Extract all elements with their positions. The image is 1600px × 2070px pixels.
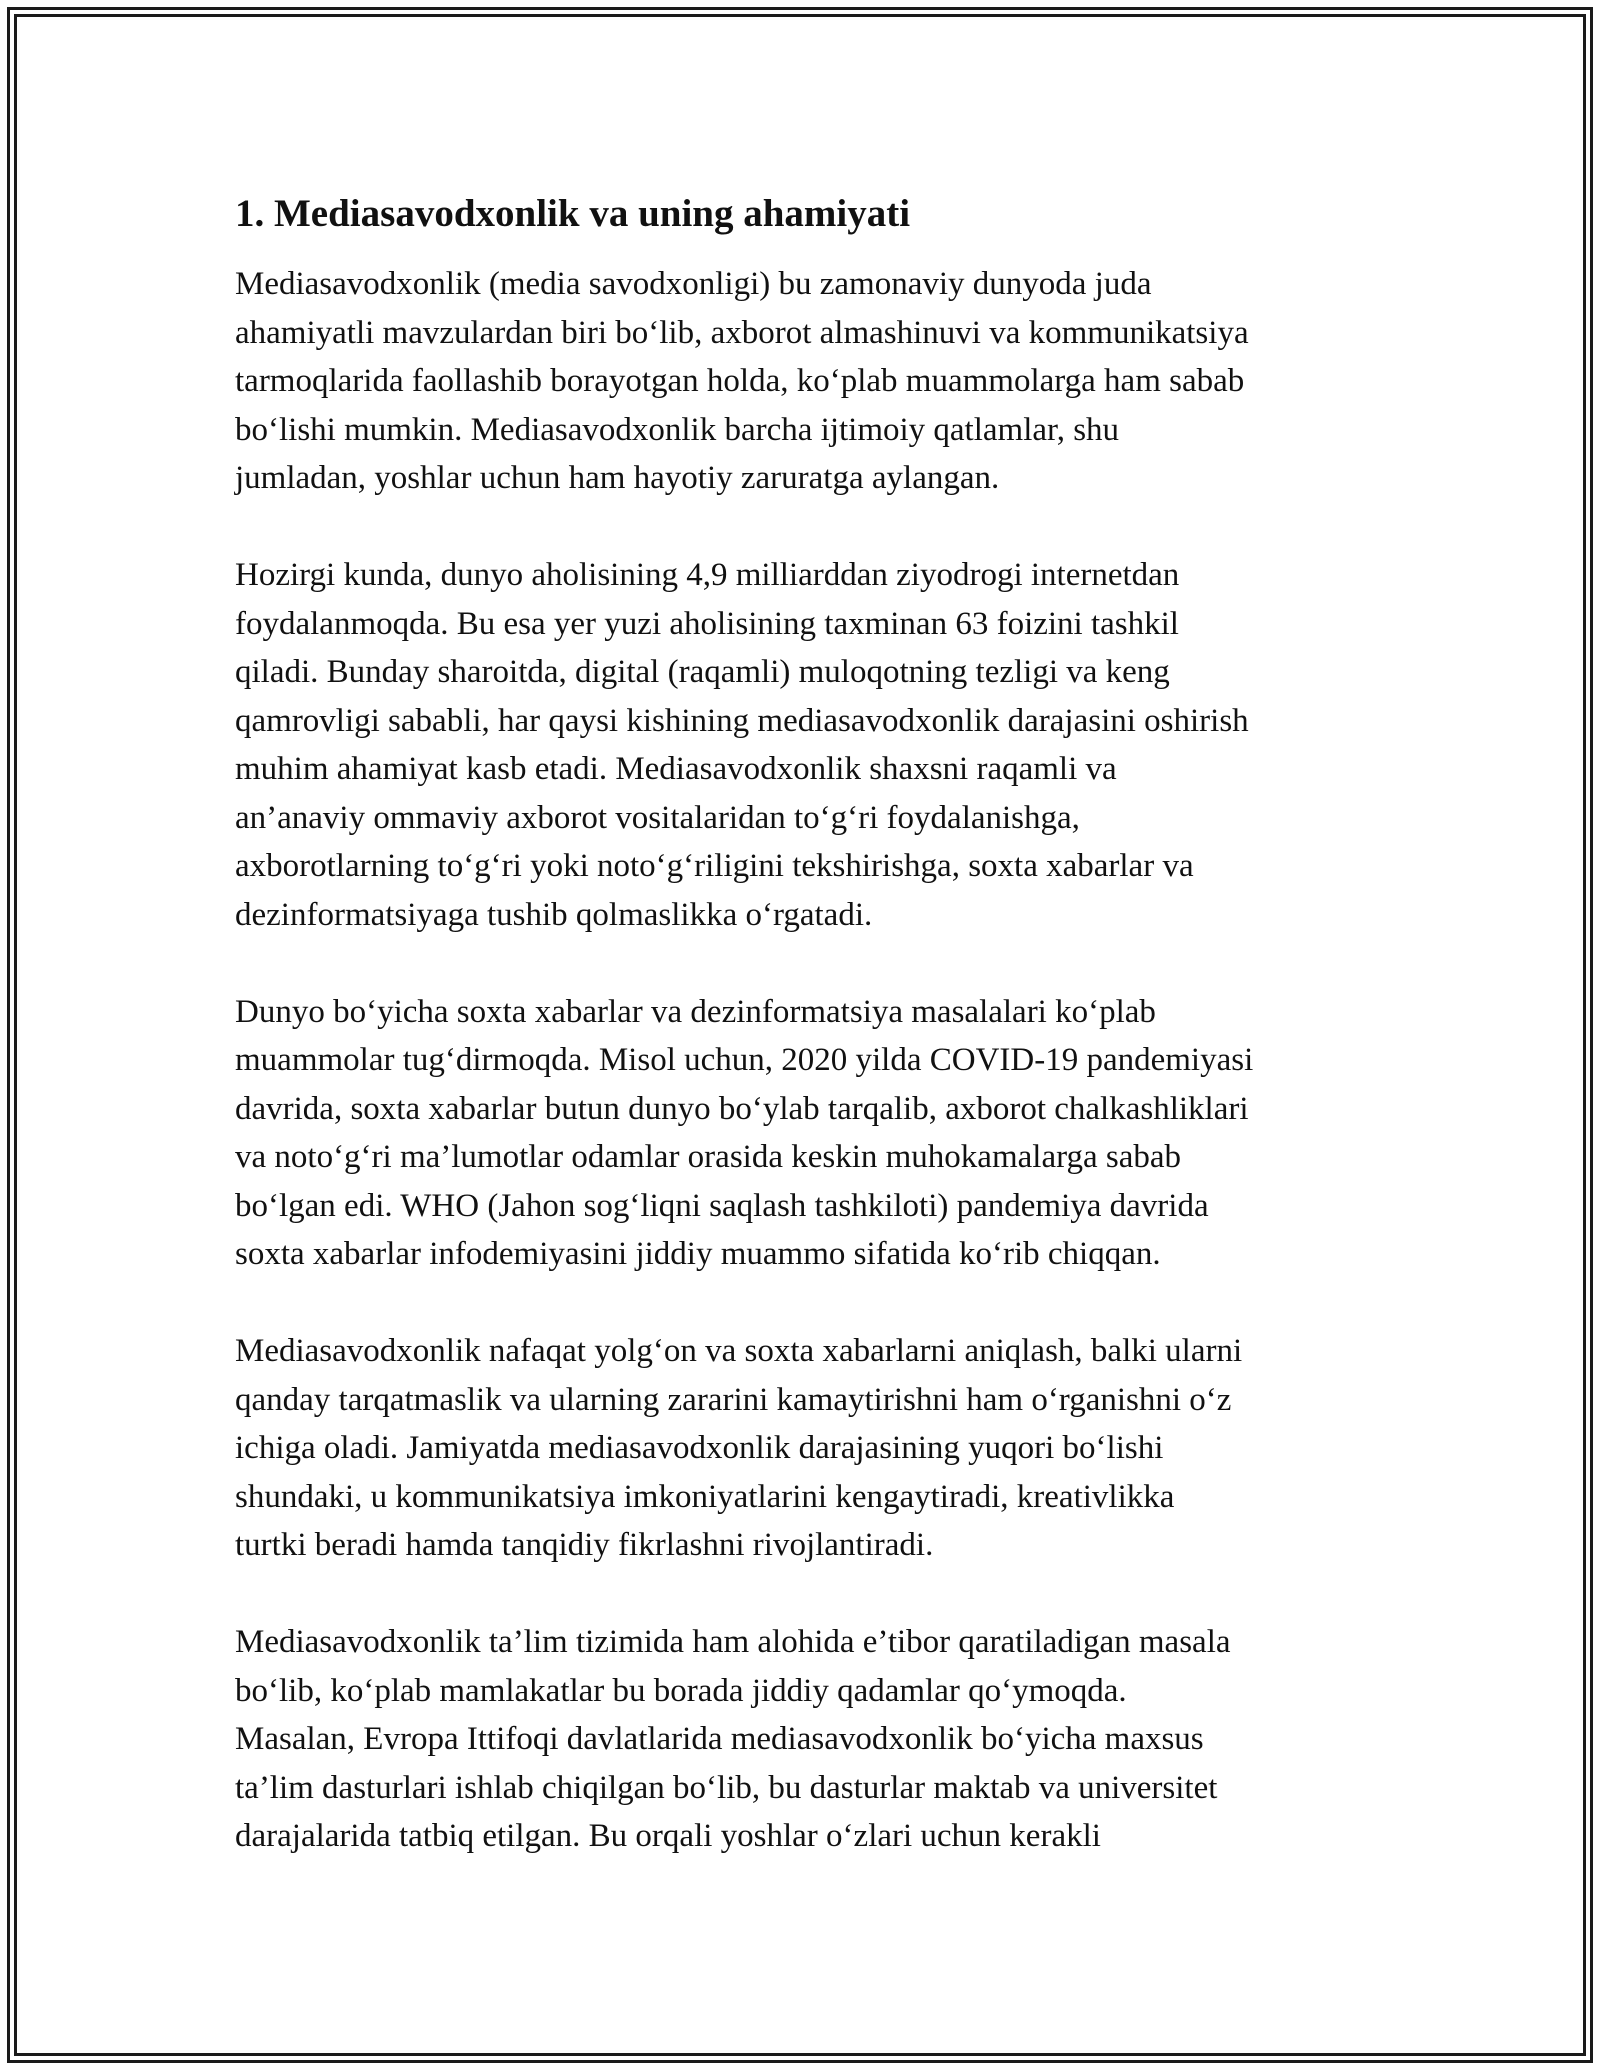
text-line: an’anaviy ommaviy axborot vositalaridan to‘g‘ri foydalanishga, — [235, 799, 1080, 836]
text-line: qamrovligi sababli, har qaysi kishining mediasavodxonlik darajasini oshirish — [235, 702, 1249, 739]
text-line: bo‘lib, ko‘plab mamlakatlar bu borada jiddiy qadamlar qo‘ymoqda. — [235, 1672, 1127, 1709]
text-line: jumladan, yoshlar uchun ham hayotiy zaruratga aylangan. — [235, 460, 1000, 496]
text-line: qiladi. Bunday sharoitda, digital (raqamli) muloqotning tezligi va keng — [235, 654, 1170, 690]
paragraph-5 — [235, 1618, 1375, 1861]
text-line: ichiga oladi. Jamiyatda mediasavodxonlik darajasining yuqori bo‘lishi — [235, 1430, 1164, 1466]
text-line: Hozirgi kunda, dunyo aholisining 4,9 milliarddan ziyodrogi internetdan — [235, 557, 1180, 593]
paragraph-2 — [235, 551, 1375, 939]
paragraph-1 — [235, 260, 1375, 503]
paragraph-3 — [235, 988, 1375, 1279]
document-body — [235, 188, 1375, 1861]
text-line: ta’lim dasturlari ishlab chiqilgan bo‘lib, bu dasturlar maktab va universitet — [235, 1769, 1218, 1806]
text-line: dezinformatsiyaga tushib qolmaslikka o‘rgatadi. — [235, 896, 873, 933]
text-line: bo‘lishi mumkin. Mediasavodxonlik barcha ijtimoiy qatlamlar, shu — [235, 411, 1120, 448]
text-line: Mediasavodxonlik nafaqat yolg‘on va soxta xabarlarni aniqlash, balki ularni — [235, 1333, 1243, 1369]
text-line: Masalan, Evropa Ittifoqi davlatlarida mediasavodxonlik bo‘yicha maxsus — [235, 1721, 1204, 1757]
text-line: qanday tarqatmaslik va ularning zararini kamaytirishni ham o‘rganishni o‘z — [235, 1381, 1232, 1418]
text-line: shundaki, u kommunikatsiya imkoniyatlarini kengaytiradi, kreativlikka — [235, 1478, 1175, 1515]
text-line: davrida, soxta xabarlar butun dunyo bo‘ylab tarqalib, axborot chalkashliklari — [235, 1090, 1249, 1127]
text-line: soxta xabarlar infodemiyasini jiddiy muammo sifatida ko‘rib chiqqan. — [235, 1236, 1161, 1272]
text-line: ahamiyatli mavzulardan biri bo‘lib, axborot almashinuvi va kommunikatsiya — [235, 314, 1249, 351]
text-line: tarmoqlarida faollashib borayotgan holda, ko‘plab muammolarga ham sabab — [235, 363, 1245, 399]
text-line: Mediasavodxonlik ta’lim tizimida ham alohida e’tibor qaratiladigan masala — [235, 1624, 1231, 1660]
text-line: turtki beradi hamda tanqidiy fikrlashni rivojlantiradi. — [235, 1527, 934, 1563]
text-line: axborotlarning to‘g‘ri yoki noto‘g‘riligini tekshirishga, soxta xabarlar va — [235, 848, 1194, 884]
text-line: foydalanmoqda. Bu esa yer yuzi aholisining taxminan 63 foizini tashkil — [235, 605, 1179, 642]
text-line: muammolar tug‘dirmoqda. Misol uchun, 2020 yilda COVID-19 pandemiyasi — [235, 1042, 1254, 1078]
paragraph-4 — [235, 1327, 1375, 1570]
text-line: bo‘lgan edi. WHO (Jahon sog‘liqni saqlash tashkiloti) pandemiya davrida — [235, 1187, 1209, 1224]
text-line: va noto‘g‘ri ma’lumotlar odamlar orasida keskin muhokamalarga sabab — [235, 1139, 1182, 1175]
text-line: Mediasavodxonlik (media savodxonligi) bu zamonaviy dunyoda juda — [235, 266, 1152, 302]
text-line: darajalarida tatbiq etilgan. Bu orqali yoshlar o‘zlari uchun kerakli — [235, 1818, 1101, 1854]
text-line: Dunyo bo‘yicha soxta xabarlar va dezinformatsiya masalalari ko‘plab — [235, 993, 1156, 1030]
section-title: 1. Mediasavodxonlik va uning ahamiyati — [235, 192, 911, 235]
text-line: muhim ahamiyat kasb etadi. Mediasavodxonlik shaxsni raqamli va — [235, 751, 1117, 787]
